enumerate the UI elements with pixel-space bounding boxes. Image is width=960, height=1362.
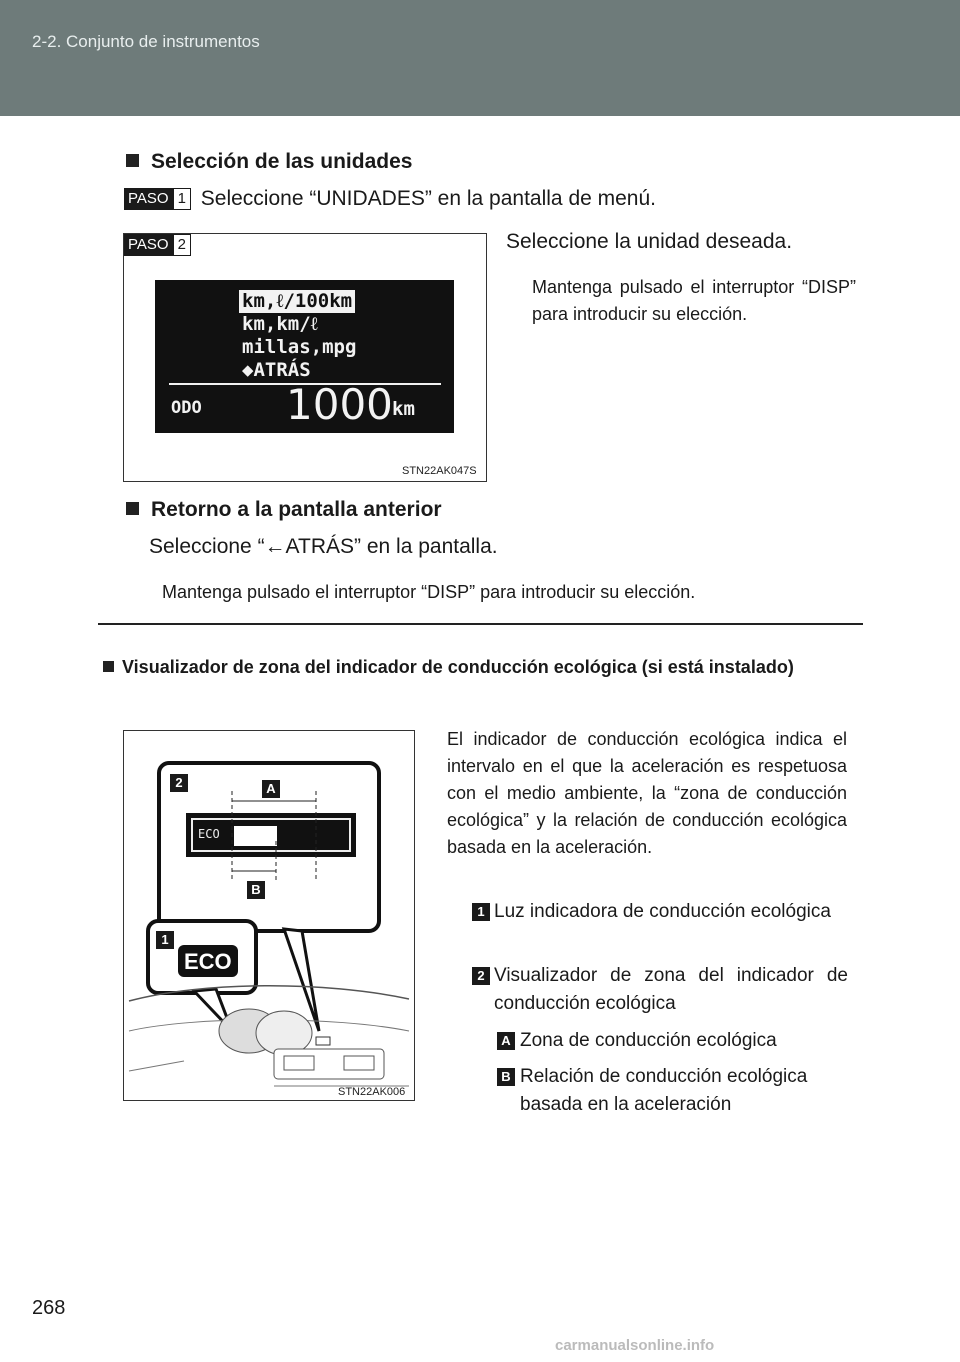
section-title: 2-2. Conjunto de instrumentos <box>32 32 260 51</box>
square-bullet-icon <box>126 154 139 167</box>
legend-marker: 2 <box>472 967 490 985</box>
legend-marker: B <box>497 1068 515 1086</box>
back-note: Mantenga pulsado el interruptor “DISP” para introducir su elección. <box>162 582 696 602</box>
heading-units-text: Selección de las unidades <box>151 150 413 173</box>
step-number: 2 <box>173 234 191 256</box>
unit-option-selected: km,ℓ/100km <box>239 290 355 313</box>
back-arrow-icon: ◆ <box>242 359 254 381</box>
unit-option: km,km/ℓ <box>242 313 318 335</box>
footer-watermark: carmanualsonline.info <box>555 1337 715 1354</box>
section-divider <box>98 623 863 625</box>
figure-code: STN22AK047S <box>402 465 477 477</box>
figure-eco-indicator <box>123 730 415 1101</box>
legend-text: Visualizador de zona del indicador de conducción ecológica <box>494 965 848 1014</box>
heading-back <box>126 498 442 522</box>
legend-text: Zona de conducción ecológica <box>520 1030 777 1051</box>
step-badge: PASO <box>124 234 173 256</box>
figure-units-screen <box>123 233 487 482</box>
eco-bar-label: ECO <box>198 827 220 841</box>
unit-option-back: ◆ATRÁS <box>242 359 311 381</box>
callout-marker-b: B <box>247 881 265 899</box>
callout-marker-1: 1 <box>156 931 174 949</box>
heading-units <box>126 150 412 174</box>
odo-value: 1000 <box>286 380 393 429</box>
unit-option: millas,mpg <box>242 336 357 358</box>
odo-unit: km <box>392 398 415 420</box>
step-2-text: Seleccione la unidad deseada. <box>506 230 793 253</box>
step-badge: PASO <box>124 188 173 210</box>
heading-eco-text: Visualizador de zona del indicador de conducción ecológica (si está instalado) <box>122 657 794 677</box>
step-1 <box>124 187 656 211</box>
legend-text: Relación de conducción ecológica basada en la aceleración <box>520 1066 808 1115</box>
callout-marker-a: A <box>262 780 280 798</box>
odo-label: ODO <box>171 398 202 418</box>
legend-marker: 1 <box>472 903 490 921</box>
legend-marker: A <box>497 1032 515 1050</box>
callout-marker-2: 2 <box>170 774 188 792</box>
heading-back-text: Retorno a la pantalla anterior <box>151 498 442 521</box>
lcd-display <box>155 280 454 433</box>
square-bullet-icon <box>103 661 114 672</box>
page-header <box>0 0 960 116</box>
square-bullet-icon <box>126 502 139 515</box>
step-1-text: Seleccione “UNIDADES” en la pantalla de menú. <box>200 187 656 210</box>
heading-eco <box>103 654 855 680</box>
legend-item-1 <box>472 898 848 926</box>
back-instruction: Seleccione “←ATRÁS” en la pantalla. <box>149 535 498 558</box>
legend-item-a <box>497 1027 853 1055</box>
step-2 <box>124 234 191 256</box>
legend-text: Luz indicadora de conducción ecológica <box>494 901 831 922</box>
step-2-note: Mantenga pulsado el interruptor “DISP” para introducir su elección. <box>532 277 856 324</box>
figure-code: STN22AK006 <box>338 1086 406 1098</box>
page-number: 268 <box>32 1297 66 1319</box>
eco-description: El indicador de conducción ecológica indica el intervalo en el que la aceleración es respetuosa con el medio ambiente, la “zona de conducción ecológica” y la relación de conducción ecológica basada en la aceleración. <box>447 729 847 857</box>
legend-item-b <box>497 1063 853 1119</box>
eco-indicator-light: ECO <box>184 949 232 974</box>
step-number: 1 <box>173 188 191 210</box>
legend-item-2 <box>472 962 848 1018</box>
